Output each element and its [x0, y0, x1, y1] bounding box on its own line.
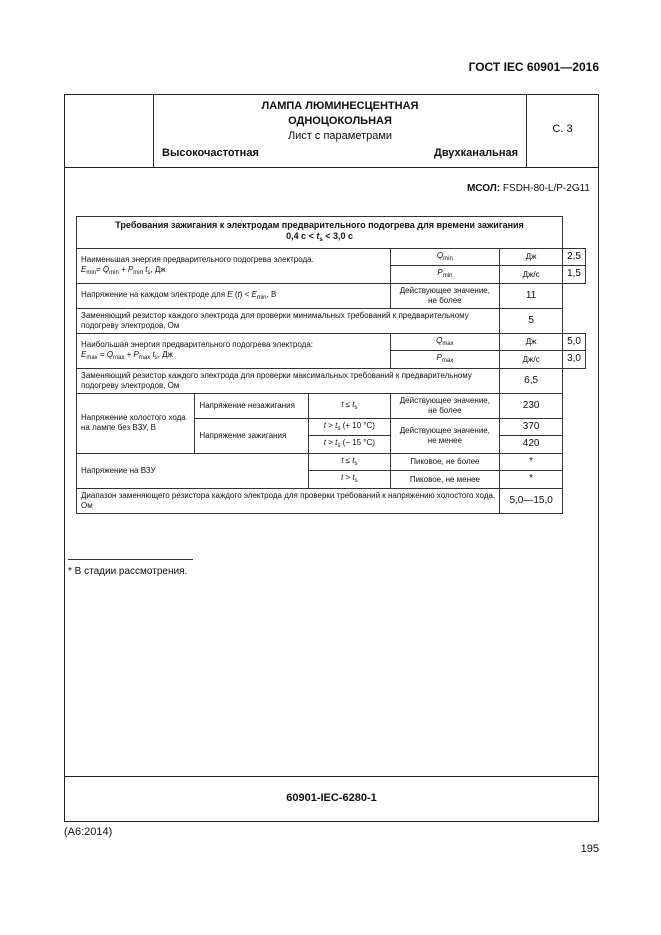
table-row [77, 453, 586, 471]
min-resistor-value: 5 [500, 308, 563, 333]
resistor-range-value: 5,0—15,0 [500, 488, 563, 513]
table-row [77, 283, 586, 308]
document-code: 60901-IEC-6280-1 [286, 792, 377, 804]
title-time-subscript: s [319, 237, 323, 244]
starter-value-2: * [500, 471, 563, 489]
table-row [77, 393, 586, 418]
ignition-label: Напряжение зажигания [195, 418, 309, 453]
table-title-row [77, 217, 586, 249]
table-row [77, 333, 586, 351]
starter-time-cond-1: $t \le t_s$ [309, 453, 391, 471]
min-energy-desc-text: Наименьшая энергия предварительного подогрева электрода. [81, 254, 314, 264]
msol-value: FSDH-80-L/P-2G11 [502, 183, 590, 194]
electrode-voltage-value: 11 [500, 283, 563, 308]
table-title-line-2 [81, 231, 558, 245]
amendment-label: (А6:2014) [64, 826, 113, 838]
sheet-subtitle: Лист с параметрами [287, 130, 393, 142]
ignition-time-cond-2: $t > t_s$ (− 15 °С) [309, 436, 391, 454]
ignition-time-cond-1: $t > t_s$ (+ 10 °С) [309, 418, 391, 436]
ignition-condition: Действующее значение, не менее [390, 418, 500, 453]
footer-divider [65, 776, 598, 777]
no-ignition-condition: Действующее значение, не более [390, 393, 500, 418]
min-energy-formula: $E_{min}= Q_{min} + P_{min}$ $t_s$, Дж [81, 264, 166, 276]
min-energy-p-value: 1,5 [563, 266, 586, 284]
max-energy-desc [77, 333, 391, 368]
starter-condition-2: Пиковое, не менее [390, 471, 500, 489]
header-left-cell [65, 95, 154, 167]
open-circuit-desc: Напряжение холостого хода на лампе без ВЗУ, В [77, 393, 195, 453]
requirements-table [76, 216, 586, 514]
table-row [77, 368, 586, 393]
page-number: 195 [580, 843, 599, 855]
sheet-page-label: С. 3 [552, 123, 573, 135]
min-energy-p-symbol: $P_{min}$ [390, 266, 500, 284]
table-row [77, 248, 586, 266]
max-energy-q-value: 5,0 [563, 333, 586, 351]
no-ignition-label: Напряжение незажигания [195, 393, 309, 418]
min-energy-q-unit: Дж [500, 248, 563, 266]
table-row [77, 488, 586, 513]
max-energy-p-symbol: $P_{max}$ [390, 351, 500, 369]
title-range-start: 0,4 с < [286, 231, 317, 242]
max-resistor-desc: Заменяющий резистор каждого электрода для проверки максимальных требований к предварительному подогреву электродов, Ом [77, 368, 500, 393]
header-page-cell [527, 95, 598, 167]
no-ignition-time-cond: $t \le t_s$ [309, 393, 391, 418]
max-energy-q-unit: Дж [500, 333, 563, 351]
resistor-range-desc: Диапазон заменяющего резистора каждого электрода для проверки требований к напряжению холостого хода, Ом [77, 488, 500, 513]
max-energy-desc-text: Наибольшая энергия предварительного подогрева электрода: [81, 339, 313, 349]
min-energy-p-unit: Дж/с [500, 266, 563, 284]
min-resistor-desc: Заменяющий резистор каждого электрода для проверки минимальных требований к предварительному подогреву электродов, Ом [77, 308, 500, 333]
table-title [77, 217, 563, 249]
electrode-voltage-desc: Напряжение на каждом электроде для E $(t) < E_{min}$, В [77, 283, 391, 308]
min-energy-q-symbol: $Q_{min}$ [390, 248, 500, 266]
title-line-2: ОДНОЦОКОЛЬНАЯ [288, 115, 392, 127]
footnote: * В стадии рассмотрения. [68, 566, 188, 577]
min-energy-desc [77, 248, 391, 283]
starter-condition-1: Пиковое, не более [390, 453, 500, 471]
starter-time-cond-2: $t > t_s$ [309, 471, 391, 489]
header-divider [65, 167, 598, 168]
header-title-cell [154, 95, 527, 167]
min-energy-q-value: 2,5 [563, 248, 586, 266]
msol-label: МСОЛ: [466, 183, 501, 194]
max-energy-p-value: 3,0 [563, 351, 586, 369]
right-feature: Двухканальная [433, 147, 518, 159]
standard-header: ГОСТ IEC 60901—2016 [468, 60, 599, 74]
title-line-1: ЛАМПА ЛЮМИНЕСЦЕНТНАЯ [261, 100, 419, 112]
title-time-symbol: t [316, 231, 320, 242]
max-energy-q-symbol: $Q_{max}$ [390, 333, 500, 351]
max-energy-p-unit: Дж/с [500, 351, 563, 369]
title-range-end: < 3,0 с [322, 231, 353, 242]
max-energy-formula: $E_{max} = Q_{max} + P_{max}$ $t_s$, Дж [81, 349, 173, 361]
table-title-line-1: Требования зажигания к электродам предварительного подогрева для времени зажигания [115, 220, 524, 230]
ignition-value-1: 370 [500, 418, 563, 436]
ignition-value-2: 420 [500, 436, 563, 454]
electrode-voltage-condition: Действующее значение, не более [390, 283, 500, 308]
max-resistor-value: 6,5 [500, 368, 563, 393]
no-ignition-value: 230 [500, 393, 563, 418]
left-feature: Высокочастотная [162, 147, 259, 159]
starter-voltage-desc: Напряжение на ВЗУ [77, 453, 309, 488]
msol-designation [467, 183, 590, 194]
footnote-rule [68, 559, 193, 560]
table-row [77, 308, 586, 333]
starter-value-1: * [500, 453, 563, 471]
